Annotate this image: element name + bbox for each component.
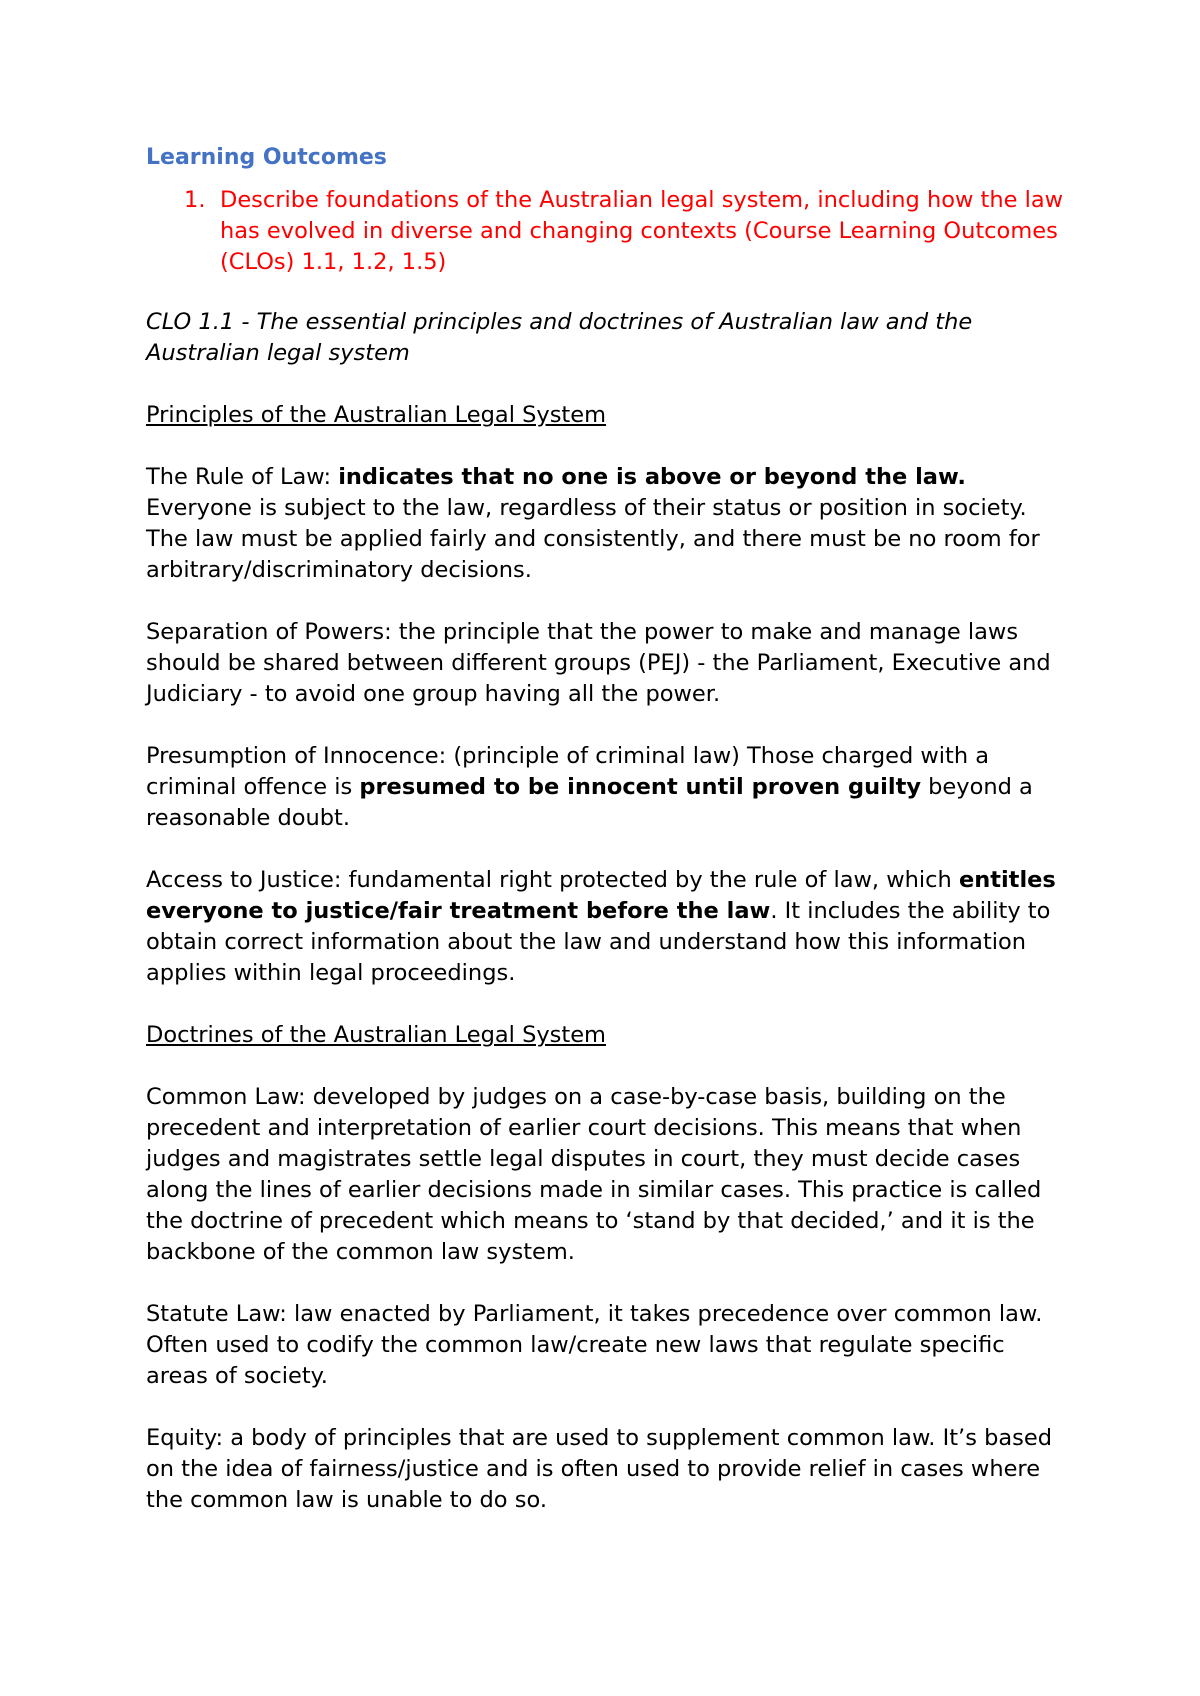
presumption-before: Presumption of Innocence: (principle of criminal law) Those charged with a criminal offence is (146, 743, 990, 800)
principles-title: Principles of the Australian Legal System (146, 402, 607, 428)
rule-of-law-term: The Rule of Law: (146, 464, 339, 490)
learning-outcomes-heading: Learning Outcomes (146, 145, 387, 170)
rule-of-law-bold: indicates that no one is above or beyond the law. (338, 464, 966, 490)
doctrines-title: Doctrines of the Australian Legal System (146, 1022, 606, 1048)
outcomes-list (146, 185, 1070, 278)
access-after: . It includes the ability to obtain correct information about the law and understand how this information applies within legal proceedings. (146, 898, 1051, 986)
common-law-paragraph: Common Law: developed by judges on a case-by-case basis, building on the precedent and interpretation of earlier court decisions. This means that when judges and magistrates settle legal disputes in court, they must decide cases along the lines of earlier decisions made in similar cases. This practice is called the doctrine of precedent which means to ‘stand by that decided,’ and it is the backbone of the common law system. (146, 1084, 1042, 1265)
access-bold: entitles everyone to justice/fair treatment before the law (146, 867, 1056, 924)
presumption-after: beyond a reasonable doubt. (146, 774, 1033, 831)
outcome-text: Describe foundations of the Australian legal system, including how the law has evolved in diverse and changing contexts (Course Learning Outcomes (CLOs) 1.1, 1.2, 1.5) (220, 187, 1064, 275)
rule-of-law-rest: Everyone is subject to the law, regardless of their status or position in society. The law must be applied fairly and consistently, and there must be no room for arbitrary/discriminatory decisions. (146, 495, 1040, 583)
rule-of-law-paragraph (146, 462, 1070, 586)
presumption-bold: presumed to be innocent until proven guilty (359, 774, 921, 800)
access-to-justice-paragraph (146, 865, 1070, 989)
access-before: Access to Justice: fundamental right protected by the rule of law, which (146, 867, 959, 893)
equity-paragraph: Equity: a body of principles that are used to supplement common law. It’s based on the idea of fairness/justice and is often used to provide relief in cases where the common law is unable to do so. (146, 1425, 1052, 1513)
outcome-item (146, 185, 1070, 278)
clo-statement: CLO 1.1 - The essential principles and doctrines of Australian law and the Australian legal system (146, 309, 973, 366)
statute-law-paragraph: Statute Law: law enacted by Parliament, it takes precedence over common law. Often used to codify the common law/create new laws that regulate specific areas of society. (146, 1301, 1043, 1389)
presumption-of-innocence-paragraph (146, 741, 1070, 834)
separation-of-powers-paragraph: Separation of Powers: the principle that the power to make and manage laws should be shared between different groups (PEJ) - the Parliament, Executive and Judiciary - to avoid one group having all the power. (146, 619, 1051, 707)
outcome-number: 1. (184, 187, 206, 213)
